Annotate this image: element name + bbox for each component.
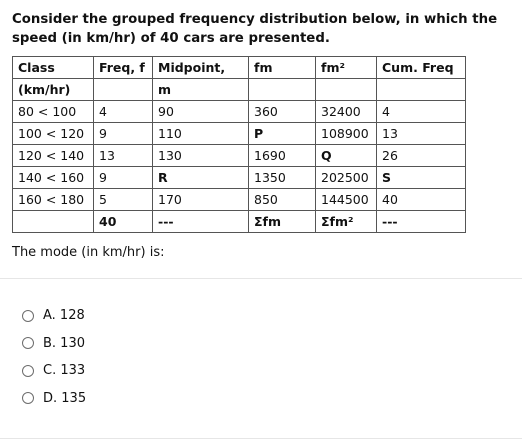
header-cum-freq: Cum. Freq xyxy=(377,57,466,79)
option-d[interactable] xyxy=(22,385,86,413)
cell-midpoint: R xyxy=(153,167,249,189)
cell-cum-freq: 40 xyxy=(377,189,466,211)
cell-midpoint: 90 xyxy=(153,101,249,123)
option-c[interactable] xyxy=(22,357,86,385)
cell-fm: 360 xyxy=(249,101,316,123)
cell-class: 140 < 160 xyxy=(13,167,94,189)
cell-class: 100 < 120 xyxy=(13,123,94,145)
cell-fm-squared: 108900 xyxy=(316,123,377,145)
option-label: B. 130 xyxy=(43,335,85,351)
subheader-fm-squared xyxy=(316,79,377,101)
cell-cum-freq: 13 xyxy=(377,123,466,145)
option-a[interactable] xyxy=(22,302,86,330)
cell-midpoint: 110 xyxy=(153,123,249,145)
radio-button[interactable] xyxy=(22,337,34,349)
cell-class: 80 < 100 xyxy=(13,101,94,123)
radio-button[interactable] xyxy=(22,365,34,377)
cell-midpoint: 170 xyxy=(153,189,249,211)
total-cum-freq: --- xyxy=(377,211,466,233)
cell-freq: 13 xyxy=(94,145,153,167)
header-freq: Freq, f xyxy=(94,57,153,79)
cell-fm: P xyxy=(249,123,316,145)
total-fm-squared: Σfm² xyxy=(316,211,377,233)
option-label: C. 133 xyxy=(43,363,86,379)
radio-button[interactable] xyxy=(22,310,34,322)
radio-button[interactable] xyxy=(22,392,34,404)
cell-class: 120 < 140 xyxy=(13,145,94,167)
frequency-table xyxy=(12,56,466,233)
table-header-row xyxy=(13,57,466,79)
subheader-freq xyxy=(94,79,153,101)
header-midpoint: Midpoint, xyxy=(153,57,249,79)
table-totals-row xyxy=(13,211,466,233)
cell-freq: 5 xyxy=(94,189,153,211)
total-class xyxy=(13,211,94,233)
header-class: Class xyxy=(13,57,94,79)
subheader-midpoint: m xyxy=(153,79,249,101)
subheader-cum-freq xyxy=(377,79,466,101)
answer-prompt: The mode (in km/hr) is: xyxy=(12,245,165,260)
cell-fm: 850 xyxy=(249,189,316,211)
cell-freq: 4 xyxy=(94,101,153,123)
total-fm: Σfm xyxy=(249,211,316,233)
cell-cum-freq: S xyxy=(377,167,466,189)
total-midpoint: --- xyxy=(153,211,249,233)
table-row xyxy=(13,123,466,145)
cell-cum-freq: 26 xyxy=(377,145,466,167)
table-row xyxy=(13,189,466,211)
question-text: Consider the grouped frequency distribution below, in which the speed (in km/hr) of 40 cars are presented. xyxy=(12,12,498,46)
divider xyxy=(0,278,522,279)
table-row xyxy=(13,101,466,123)
cell-fm-squared: Q xyxy=(316,145,377,167)
cell-freq: 9 xyxy=(94,167,153,189)
cell-fm: 1350 xyxy=(249,167,316,189)
cell-freq: 9 xyxy=(94,123,153,145)
cell-midpoint: 130 xyxy=(153,145,249,167)
divider xyxy=(0,438,522,439)
table-row xyxy=(13,167,466,189)
cell-fm-squared: 32400 xyxy=(316,101,377,123)
total-freq: 40 xyxy=(94,211,153,233)
cell-fm-squared: 202500 xyxy=(316,167,377,189)
answer-options xyxy=(22,302,86,412)
cell-class: 160 < 180 xyxy=(13,189,94,211)
table-subheader-row xyxy=(13,79,466,101)
subheader-class: (km/hr) xyxy=(13,79,94,101)
cell-cum-freq: 4 xyxy=(377,101,466,123)
subheader-fm xyxy=(249,79,316,101)
cell-fm-squared: 144500 xyxy=(316,189,377,211)
header-fm-squared: fm² xyxy=(316,57,377,79)
header-fm: fm xyxy=(249,57,316,79)
option-b[interactable] xyxy=(22,330,86,358)
option-label: D. 135 xyxy=(43,390,87,406)
cell-fm: 1690 xyxy=(249,145,316,167)
table-row xyxy=(13,145,466,167)
option-label: A. 128 xyxy=(43,308,85,324)
